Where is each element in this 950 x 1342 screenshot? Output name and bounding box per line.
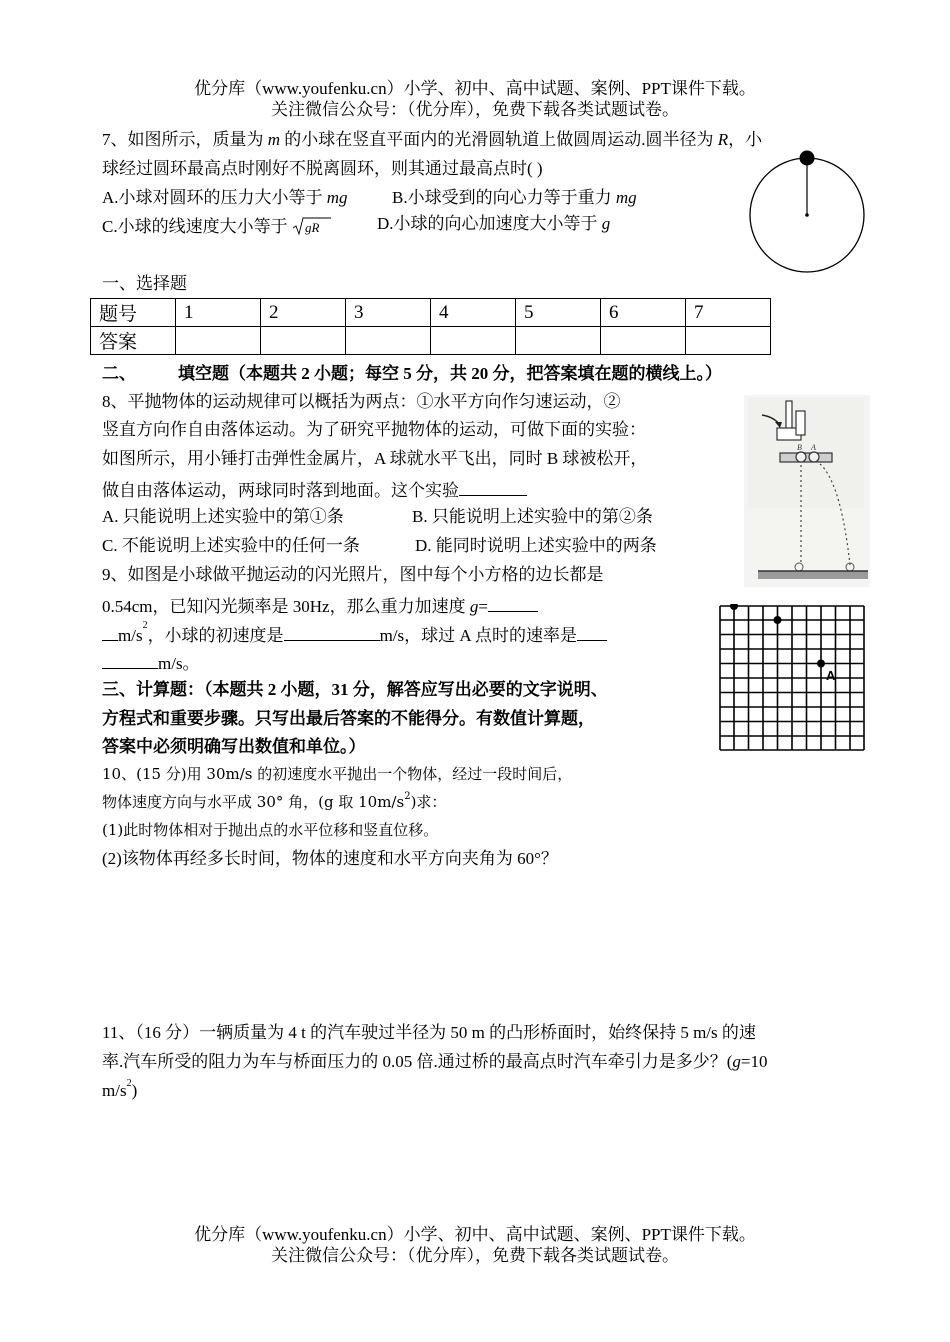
table-cell-number: 4 [431, 299, 516, 327]
q11-line-1: 11、（16 分）一辆质量为 4 t 的汽车驶过半径为 50 m 的凸形桥面时，始终保持 5 m/s 的速 [102, 1023, 756, 1042]
q7-option-b: B.小球受到的向心力等于重力 mg [392, 188, 637, 207]
q11-line-2: 率.汽车所受的阻力为车与桥面压力的 0.05 倍.通过桥的最高点时汽车牵引力是多少？(g=10 [102, 1052, 768, 1071]
q7-line-2: 球经过圆环最高点时刚好不脱离圆环，则其通过最高点时( ) [102, 159, 543, 178]
q10-line-2: 物体速度方向与水平成 30° 角，(g 取 $10m/s^2$)求： [102, 791, 447, 811]
answer-cell[interactable] [431, 327, 516, 355]
q8-line-1: 8、平抛物体的运动规律可以概括为两点：①水平方向作匀速运动，② [102, 392, 621, 411]
section-3-line-1: 三、计算题：（本题共 2 小题，31 分，解答应写出必要的文字说明、 [102, 680, 608, 699]
q7-line-1: 7、如图所示，质量为 m 的小球在竖直平面内的光滑圆轨道上做圆周运动.圆半径为 R，小 [102, 130, 763, 149]
point-a-label: A [826, 668, 836, 683]
q8-line-3: 如图所示，用小锤打击弹性金属片，A 球就水平飞出，同时 B 球被松开， [102, 449, 648, 468]
q9-line-4: m/s。 [102, 652, 200, 672]
ground [758, 571, 868, 579]
q10-line-4: (2)该物体再经多长时间，物体的速度和水平方向夹角为 60°？ [102, 849, 558, 868]
q9-line-2: 0.54cm，已知闪光频率是 30Hz，那么重力加速度 g= [102, 595, 538, 615]
answer-cell[interactable] [261, 327, 346, 355]
q8-option-d: D. 能同时说明上述实验中的两条 [415, 536, 657, 555]
section-3-line-3: 答案中必须明确写出数值和单位。） [102, 737, 366, 756]
q9-gravity-blank[interactable] [488, 595, 538, 612]
flash-point-1 [730, 604, 738, 610]
answer-cell[interactable] [601, 327, 686, 355]
q8-option-a: A. 只能说明上述实验中的第①条 [102, 507, 344, 526]
q10-line-1: 10、(15 分)用 30m/s 的初速度水平抛出一个物体，经过一段时间后， [102, 765, 573, 783]
answer-cell[interactable] [176, 327, 261, 355]
hammer-handle [786, 401, 792, 431]
footer-line-2: 关注微信公众号：（优分库），免费下载各类试题试卷。 [271, 1246, 679, 1265]
footer-line-1: 优分库（www.youfenku.cn）小学、初中、高中试题、案例、PPT课件下载。 [194, 1225, 756, 1244]
q9-line-1: 9、如图是小球做平抛运动的闪光照片，图中每个小方格的边长都是 [102, 565, 604, 584]
answer-table [90, 298, 771, 355]
header-line-1: 优分库（www.youfenku.cn）小学、初中、高中试题、案例、PPT课件下载。 [194, 79, 756, 98]
q7-option-c: C.小球的线速度大小等于 gR [102, 215, 332, 237]
q9-initial-velocity-blank[interactable] [284, 624, 380, 641]
grid-lines [720, 606, 864, 750]
q8-line-2: 竖直方向作自由落体运动。为了研究平抛物体的运动，可做下面的实验： [102, 420, 646, 439]
answer-table-header-row [91, 299, 771, 327]
q7-option-d: D.小球的向心加速度大小等于 g [377, 214, 611, 233]
q8-answer-blank[interactable] [459, 479, 527, 496]
table-cell-number: 3 [346, 299, 431, 327]
section-1-title: 一、选择题 [102, 274, 187, 293]
label-b: B [797, 443, 802, 452]
q10-line-3: (1)此时物体相对于抛出点的水平位移和竖直位移。 [102, 821, 439, 839]
label-a: A [811, 443, 816, 452]
table-cell-number: 1 [176, 299, 261, 327]
table-label-answer: 答案 [91, 327, 176, 355]
answer-cell[interactable] [516, 327, 601, 355]
table-cell-number: 5 [516, 299, 601, 327]
q9-grid-figure [718, 604, 866, 752]
answer-table-answer-row [91, 327, 771, 355]
flash-point-a [817, 660, 825, 668]
q9-speed-at-a-blank-continued[interactable] [102, 652, 158, 669]
q8-option-c: C. 不能说明上述实验中的任何一条 [102, 536, 360, 555]
q8-line-4: 做自由落体运动，两球同时落到地面。这个实验 [102, 479, 527, 499]
ball-b [796, 452, 806, 462]
ball-a [809, 452, 819, 462]
q9-speed-at-a-blank[interactable] [577, 624, 607, 641]
section-2-title: 填空题（本题共 2 小题；每空 5 分，共 20 分，把答案填在题的横线上。） [178, 364, 722, 383]
center-point [805, 213, 809, 217]
sqrt-radicand: gR [304, 220, 320, 235]
section-3-line-2: 方程式和重要步骤。只写出最后答案的不能得分。有数值计算题， [102, 709, 595, 728]
q9-line-3: $m/s^2$，小球的初速度是 m/s，球过 A 点时的速率是 [102, 624, 607, 644]
table-cell-number: 6 [601, 299, 686, 327]
table-label-number: 题号 [91, 299, 176, 327]
header-line-2: 关注微信公众号：（优分库），免费下载各类试题试卷。 [271, 100, 679, 119]
q7-circle-track-figure [745, 148, 869, 276]
table-cell-number: 2 [261, 299, 346, 327]
sqrt-gR-expression [292, 215, 332, 237]
flash-point-2 [774, 616, 782, 624]
answer-cell[interactable] [346, 327, 431, 355]
q11-line-3: $m/s^2$) [102, 1078, 138, 1100]
q9-gravity-blank-continued[interactable] [102, 624, 118, 641]
q8-option-b: B. 只能说明上述实验中的第②条 [412, 507, 653, 526]
q8-experiment-figure [744, 395, 870, 587]
ball [800, 151, 815, 166]
table-cell-number: 7 [686, 299, 771, 327]
section-2-number: 二、 [102, 364, 136, 383]
q7-option-a: A.小球对圆环的压力大小等于 mg [102, 188, 348, 207]
answer-cell[interactable] [686, 327, 771, 355]
